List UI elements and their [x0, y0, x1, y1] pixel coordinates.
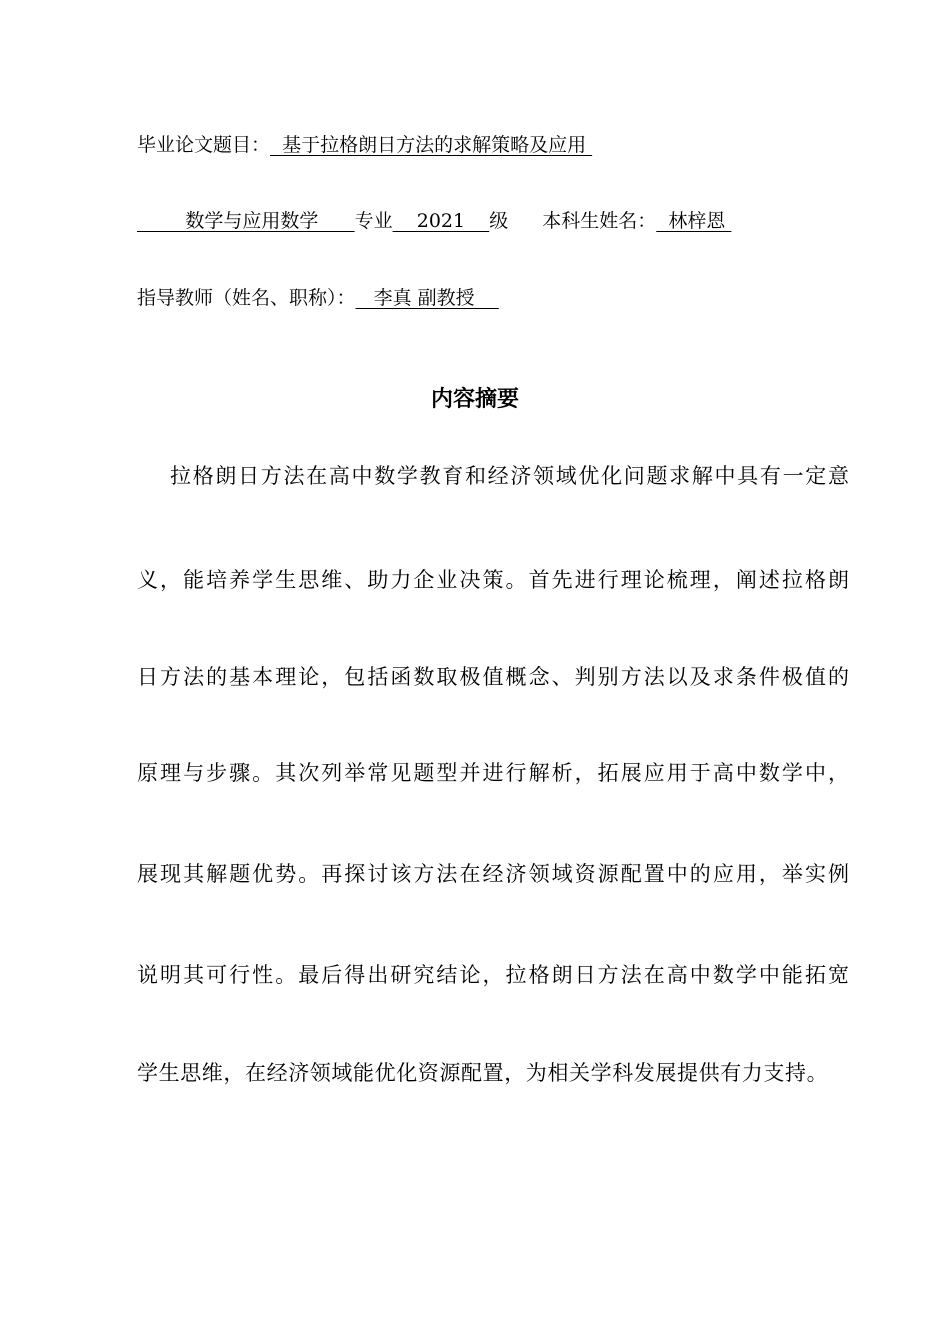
abstract-line: 说明其可行性。最后得出研究结论，拉格朗日方法在高中数学中能拓宽	[137, 963, 849, 987]
abstract-line: 展现其解题优势。再探讨该方法在经济领域资源配置中的应用，举实例	[137, 862, 849, 886]
abstract-line: 日方法的基本理论，包括函数取极值概念、判别方法以及求条件极值的	[137, 665, 849, 689]
student-name-value: 林梓恩	[656, 210, 732, 232]
thesis-title-value: 基于拉格朗日方法的求解策略及应用	[270, 134, 593, 156]
advisor-row	[137, 283, 499, 310]
thesis-title-label: 毕业论文题目：	[137, 134, 271, 156]
abstract-line: 原理与步骤。其次列举常见题型并进行解析，拓展应用于高中数学中，	[137, 761, 849, 785]
major-row	[137, 206, 731, 233]
grade-label: 级	[489, 210, 509, 232]
abstract-line: 义，能培养学生思维、助力企业决策。首先进行理论梳理，阐述拉格朗	[137, 568, 849, 592]
abstract-line: 拉格朗日方法在高中数学教育和经济领域优化问题求解中具有一定意	[170, 464, 849, 488]
abstract-heading: 内容摘要	[430, 387, 519, 412]
student-name-label: 本科生姓名：	[542, 210, 657, 232]
thesis-title-row	[137, 130, 592, 157]
abstract-line: 学生思维，在经济领域能优化资源配置，为相关学科发展提供有力支持。	[137, 1061, 829, 1085]
major-label: 专业	[354, 210, 393, 232]
major-value: 数学与应用数学	[137, 210, 355, 232]
advisor-value: 李真 副教授	[355, 287, 499, 309]
advisor-label: 指导教师（姓名、职称）：	[137, 287, 356, 309]
grade-value: 2021	[392, 210, 490, 232]
